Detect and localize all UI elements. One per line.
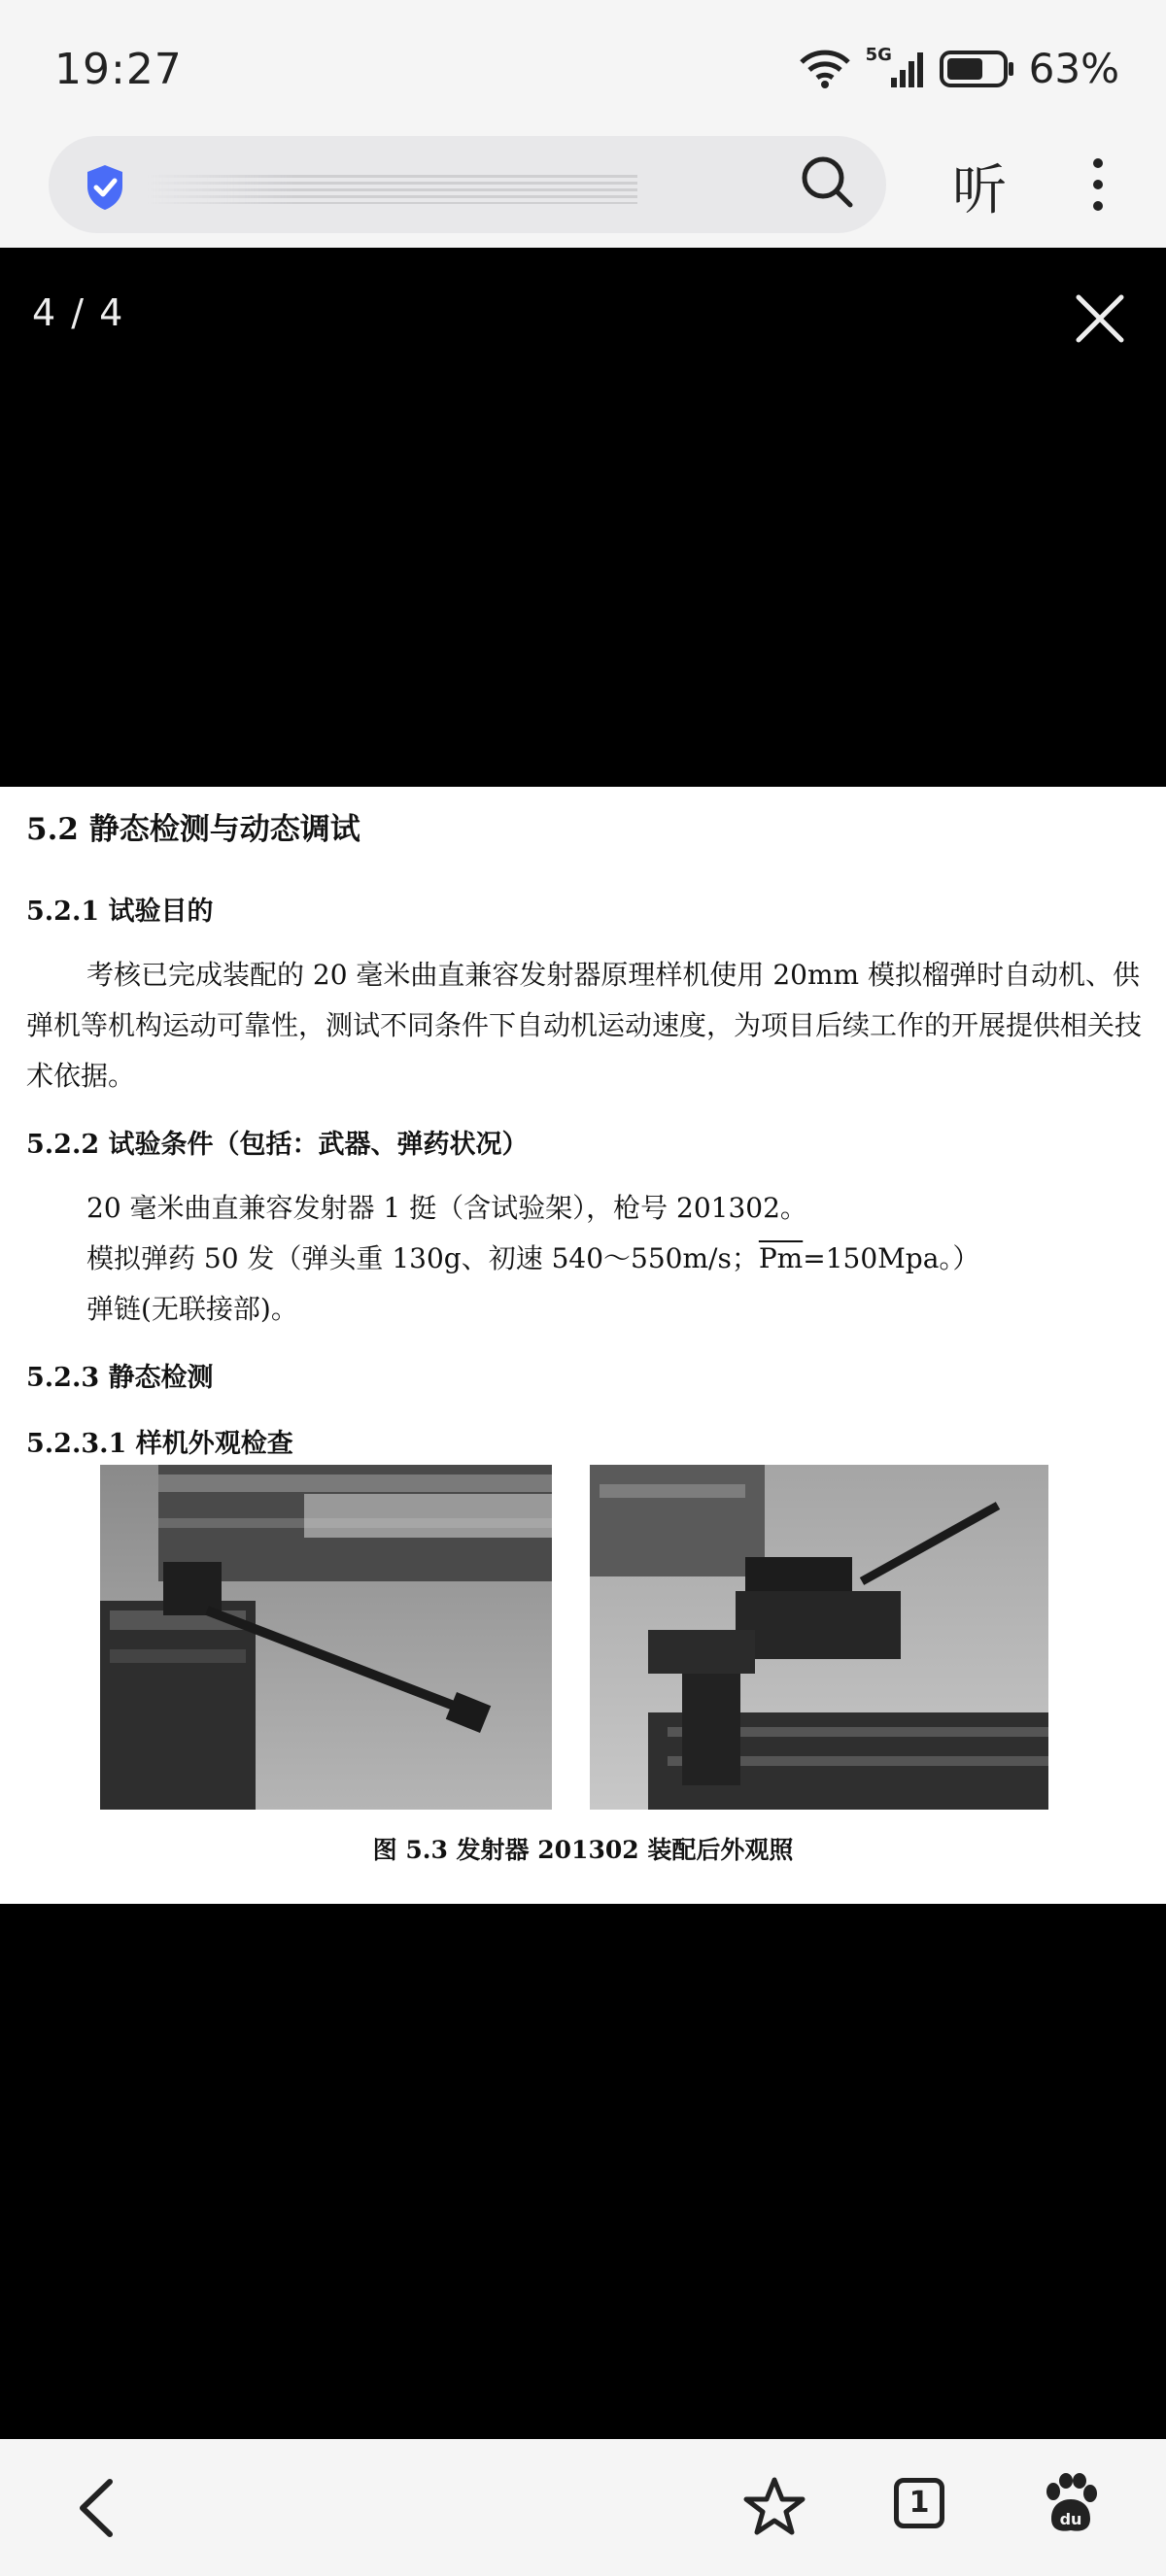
star-icon[interactable] xyxy=(742,2476,806,2538)
listen-button[interactable]: 听 xyxy=(952,159,1007,222)
condition-line-3: 弹链(无联接部)。 xyxy=(86,1293,298,1325)
condition-line-2-suffix: =150Mpa。） xyxy=(803,1242,980,1274)
status-bar xyxy=(0,0,1166,131)
address-bar[interactable] xyxy=(49,136,886,233)
purpose-paragraph: 考核已完成装配的 20 毫米曲直兼容发射器原理样机使用 20mm 模拟榴弹时自动机、供弹机等机构运动可靠性，测试不同条件下自动机运动速度，为项目后续工作的开展提供相关技术依据。 xyxy=(26,959,1143,1092)
condition-line-1: 20 毫米曲直兼容发射器 1 挺（含试验架），枪号 201302。 xyxy=(86,1192,807,1224)
section-heading: 5.2 静态检测与动态调试 xyxy=(26,812,360,847)
condition-line-2 xyxy=(86,1237,979,1276)
document-page xyxy=(0,787,1166,1904)
baidu-paw-icon[interactable] xyxy=(1040,2472,1102,2536)
tab-count: 1 xyxy=(909,2486,930,2520)
signal-icon xyxy=(865,44,926,89)
status-time: 19:27 xyxy=(54,45,183,94)
pressure-symbol: $\overline{Pm}$ xyxy=(758,1242,804,1274)
search-icon[interactable] xyxy=(799,153,855,210)
launcher-photo-left xyxy=(100,1465,552,1810)
status-icons xyxy=(798,45,1119,92)
figure-caption: 图 5.3 发射器 201302 装配后外观照 xyxy=(372,1836,794,1864)
bottom-navigation xyxy=(0,2439,1166,2576)
subsection-heading-purpose: 5.2.1 试验目的 xyxy=(26,897,214,927)
svg-text:du: du xyxy=(1059,2510,1082,2528)
close-icon[interactable] xyxy=(1073,291,1127,346)
shield-icon xyxy=(84,163,126,212)
wifi-icon xyxy=(798,49,852,89)
network-type: 5G xyxy=(865,44,892,65)
image-counter: 4 / 4 xyxy=(32,291,125,334)
back-icon[interactable] xyxy=(73,2476,121,2540)
more-icon[interactable] xyxy=(1079,155,1117,214)
launcher-photo-right xyxy=(590,1465,1048,1810)
tabs-icon[interactable] xyxy=(894,2478,944,2528)
subsection-heading-appearance: 5.2.3.1 样机外观检查 xyxy=(26,1429,293,1459)
subsection-heading-static: 5.2.3 静态检测 xyxy=(26,1363,214,1393)
url-text-blurred xyxy=(146,175,637,204)
battery-icon xyxy=(940,50,1015,88)
subsection-heading-conditions: 5.2.2 试验条件（包括：武器、弹药状况） xyxy=(26,1130,529,1160)
battery-percentage: 63% xyxy=(1028,45,1119,92)
condition-line-2-prefix: 模拟弹药 50 发（弹头重 130g、初速 540～550m/s； xyxy=(86,1242,759,1274)
